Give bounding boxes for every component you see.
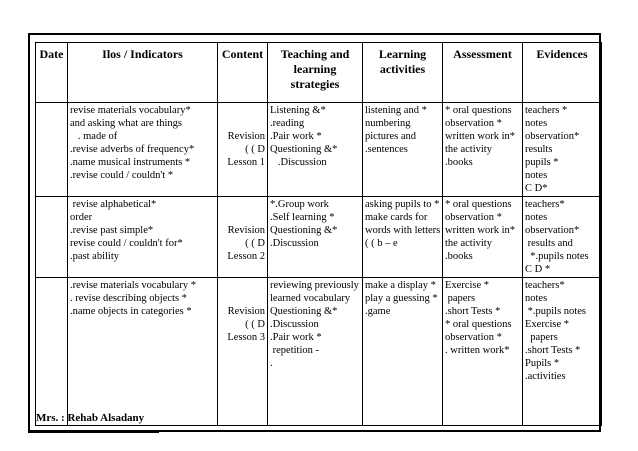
cell-line: observation * [445, 118, 502, 129]
strategies-cell [268, 103, 363, 197]
assessment-cell [443, 103, 523, 197]
lesson-plan-table [35, 42, 602, 426]
cell-line: revise could / couldn't for* [70, 238, 183, 249]
cell-line: Listening &* [270, 105, 326, 116]
cell-line: papers [525, 332, 558, 343]
evidences-cell [523, 103, 602, 197]
cell-line: notes [525, 170, 548, 181]
footer-rule [28, 431, 159, 433]
cell-line: Lesson 3 [227, 332, 265, 343]
cell-line: Revision [227, 306, 265, 317]
cell-line: written work in* [445, 225, 515, 236]
cell-line: notes [525, 293, 548, 304]
cell-line: C D * [525, 264, 551, 275]
header-strategies: Teaching and learning strategies [268, 43, 363, 103]
cell-line: make a display * [365, 280, 436, 291]
cell-line: Pupils * [525, 358, 560, 369]
cell-line: observation* [525, 131, 580, 142]
cell-line: .books [445, 157, 473, 168]
cell-line: C D* [525, 183, 548, 194]
cell-line: .Discussion [270, 238, 319, 249]
evidences-cell [523, 197, 602, 278]
cell-line: .Discussion [270, 157, 327, 168]
cell-line: .name objects in categories * [70, 306, 192, 317]
cell-line: play a guessing * [365, 293, 438, 304]
date-cell [36, 197, 68, 278]
strategies-cell [268, 278, 363, 426]
cell-line: .name musical instruments * [70, 157, 191, 168]
cell-line: ( ( b – e [365, 238, 398, 249]
cell-line: .revise could / couldn't * [70, 170, 174, 181]
cell-line: .revise adverbs of frequency* [70, 144, 195, 155]
content-cell [218, 197, 268, 278]
cell-line: teachers* [525, 199, 565, 210]
assessment-cell [443, 278, 523, 426]
cell-line: .Pair work * [270, 332, 322, 343]
cell-line: observation* [525, 225, 580, 236]
cell-line: .revise materials vocabulary * [70, 280, 196, 291]
header-date: Date [36, 43, 68, 103]
cell-line: Questioning &* [270, 144, 338, 155]
cell-line: observation * [445, 212, 502, 223]
date-cell [36, 278, 68, 426]
cell-line: * oral questions [445, 105, 512, 116]
cell-line: .Pair work * [270, 131, 322, 142]
cell-line: results and [525, 238, 573, 249]
cell-line: Exercise * [445, 280, 490, 291]
cell-line: pupils * [525, 157, 559, 168]
cell-line: Questioning &* [270, 225, 338, 236]
cell-line: .short Tests * [525, 345, 581, 356]
cell-line: .activities [525, 371, 566, 382]
cell-line: .Discussion [270, 319, 319, 330]
content-cell [218, 103, 268, 197]
cell-line: revise materials vocabulary* [70, 105, 191, 116]
cell-line: asking pupils to * [365, 199, 440, 210]
cell-line: ( ( D [245, 144, 265, 155]
cell-line: Questioning &* [270, 306, 338, 317]
cell-line: * oral questions [445, 319, 512, 330]
cell-line: .past ability [70, 251, 119, 262]
cell-line: ( ( D [245, 319, 265, 330]
cell-line: the activity [445, 238, 492, 249]
cell-line: . [270, 358, 273, 369]
table-row [36, 197, 602, 278]
cell-line: make cards for [365, 212, 428, 223]
cell-line: Lesson 1 [227, 157, 265, 168]
cell-line: Revision [227, 225, 265, 236]
cell-line: reviewing previously [270, 280, 359, 291]
assessment-cell [443, 197, 523, 278]
activities-cell [363, 103, 443, 197]
indicators-cell [68, 197, 218, 278]
activities-cell [363, 197, 443, 278]
cell-line: teachers* [525, 280, 565, 291]
cell-line: . revise describing objects * [70, 293, 187, 304]
cell-line: .short Tests * [445, 306, 501, 317]
cell-line: the activity [445, 144, 492, 155]
header-evidences: Evidences [523, 43, 602, 103]
indicators-cell [68, 103, 218, 197]
cell-line: revise alphabetical* [70, 199, 157, 210]
cell-line: results [525, 144, 553, 155]
cell-line: * oral questions [445, 199, 512, 210]
cell-line: Revision [227, 131, 265, 142]
header-content: Content [218, 43, 268, 103]
cell-line: .game [365, 306, 391, 317]
cell-line: *.pupils notes [525, 251, 589, 262]
header-indicators: Ilos / Indicators [68, 43, 218, 103]
cell-line: .books [445, 251, 473, 262]
cell-line: .sentences [365, 144, 408, 155]
cell-line: ( ( D [245, 238, 265, 249]
date-cell [36, 103, 68, 197]
cell-line: .reading [270, 118, 305, 129]
cell-line: *.pupils notes [525, 306, 586, 317]
cell-line: words with letters [365, 225, 441, 236]
content-cell [218, 278, 268, 426]
table-row [36, 278, 602, 426]
cell-line: . made of [70, 131, 118, 142]
cell-line: order [70, 212, 93, 223]
header-row [36, 43, 602, 103]
cell-line: notes [525, 118, 548, 129]
cell-line: learned vocabulary [270, 293, 351, 304]
cell-line: Lesson 2 [227, 251, 265, 262]
header-activities: Learning activities [363, 43, 443, 103]
strategies-cell [268, 197, 363, 278]
cell-line: repetition - [270, 345, 319, 356]
header-assessment: Assessment [443, 43, 523, 103]
indicators-cell [68, 278, 218, 426]
table-row [36, 103, 602, 197]
cell-line: pictures and [365, 131, 417, 142]
cell-line: .Self learning * [270, 212, 335, 223]
cell-line: teachers * [525, 105, 568, 116]
cell-line: . written work* [445, 345, 510, 356]
cell-line: *.Group work [270, 199, 329, 210]
evidences-cell [523, 278, 602, 426]
teacher-name: Mrs. : Rehab Alsadany [36, 412, 145, 424]
cell-line: .revise past simple* [70, 225, 154, 236]
cell-line: written work in* [445, 131, 515, 142]
cell-line: notes [525, 212, 548, 223]
cell-line: numbering [365, 118, 411, 129]
cell-line: papers [445, 293, 476, 304]
cell-line: observation * [445, 332, 502, 343]
cell-line: Exercise * [525, 319, 570, 330]
cell-line: listening and * [365, 105, 427, 116]
activities-cell [363, 278, 443, 426]
cell-line: and asking what are things [70, 118, 182, 129]
